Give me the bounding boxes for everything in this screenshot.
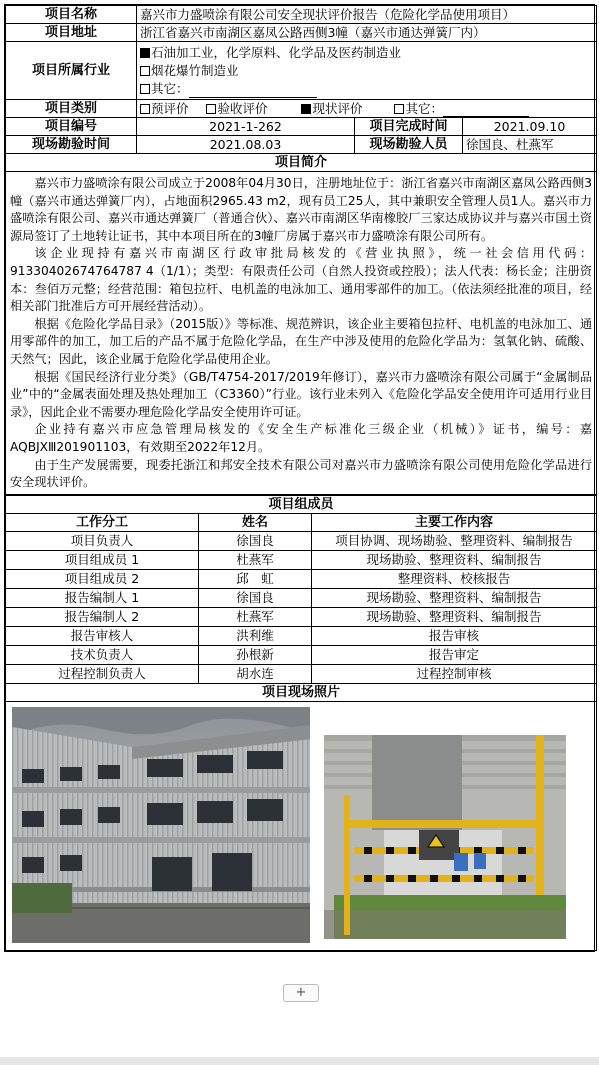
project-industry-options [137, 42, 597, 100]
report-form [4, 4, 595, 952]
project-type-options [137, 100, 597, 118]
checkbox-empty-icon [140, 104, 150, 114]
checkbox-empty-icon [140, 66, 150, 76]
intro-paragraph: 企业持有嘉兴市应急管理局核发的《安全生产标准化三级企业（机械）》证书，编号：嘉AQBJXⅢ201901103，有效期至2022年12月。 [10, 422, 593, 454]
checkbox-checked-icon [140, 48, 150, 58]
team-name-cell: 洪利维 [199, 626, 312, 645]
team-role-cell: 报告编制人 2 [6, 607, 199, 626]
team-work-cell: 项目协调、现场勘验、整理资料、编制报告 [312, 531, 597, 550]
bottom-scroll-bar [0, 1057, 599, 1065]
project-number-value: 2021-1-262 [137, 118, 355, 136]
team-work-cell: 现场勘验、整理资料、编制报告 [312, 607, 597, 626]
checkbox-empty-icon [140, 84, 150, 94]
photos-cell [6, 701, 597, 950]
team-header-name: 姓名 [199, 513, 312, 531]
team-row [6, 607, 597, 626]
team-row [6, 531, 597, 550]
team-row [6, 626, 597, 645]
project-name-value: 嘉兴市力盛喷涂有限公司安全现状评价报告（危险化学品使用项目） [137, 6, 597, 24]
survey-people-label: 现场勘验人员 [355, 136, 463, 154]
team-row [6, 645, 597, 664]
factory-building-photo [12, 707, 310, 943]
other-blank-line [443, 116, 529, 117]
team-name-cell: 杜燕军 [199, 550, 312, 569]
team-role-cell: 技术负责人 [6, 645, 199, 664]
type-option-pre[interactable]: 预评价 [140, 101, 189, 116]
industry-option-3[interactable]: 其它： [140, 80, 593, 98]
project-info-table [5, 5, 597, 495]
photos-area [6, 702, 596, 950]
expand-button[interactable]: + [283, 984, 319, 1002]
type-option-acceptance[interactable]: 验收评价 [206, 101, 267, 116]
team-name-cell: 徐国良 [199, 531, 312, 550]
team-header-work: 主要工作内容 [312, 513, 597, 531]
complete-time-label: 项目完成时间 [355, 118, 463, 136]
team-work-cell: 报告审定 [312, 645, 597, 664]
complete-time-value: 2021.09.10 [463, 118, 597, 136]
checkbox-empty-icon [206, 104, 216, 114]
team-role-cell: 报告编制人 1 [6, 588, 199, 607]
type-option-current[interactable]: 现状评价 [301, 101, 362, 116]
checkbox-checked-icon [301, 104, 311, 114]
other-blank-line [189, 97, 317, 98]
team-work-cell: 报告审核 [312, 626, 597, 645]
project-industry-label: 项目所属行业 [6, 42, 137, 100]
team-role-cell: 报告审核人 [6, 626, 199, 645]
team-row [6, 569, 597, 588]
type-option-other[interactable]: 其它： [394, 101, 529, 116]
photos-heading: 项目现场照片 [6, 683, 597, 701]
team-work-cell: 过程控制审核 [312, 664, 597, 683]
team-rows [6, 531, 597, 683]
intro-paragraph: 根据《危险化学品目录》（2015版）》等标准、规范辨识，该企业主要箱包拉杆、电机盖的电泳加工、通用零部件的加工，加工后的产品不属于危险化学品，在生产中涉及使用的危险化学品为：氢氧化钠、硫酸、天然气；因此，该企业属于危险化学品使用企业。 [10, 316, 593, 366]
survey-time-label: 现场勘验时间 [6, 136, 137, 154]
team-role-cell: 项目组成员 1 [6, 550, 199, 569]
team-row [6, 588, 597, 607]
team-work-cell: 现场勘验、整理资料、编制报告 [312, 550, 597, 569]
project-address-value: 浙江省嘉兴市南湖区嘉凤公路西侧3幢（嘉兴市通达弹簧厂内） [137, 24, 597, 42]
team-role-cell: 项目组成员 2 [6, 569, 199, 588]
intro-heading: 项目简介 [6, 154, 597, 172]
team-name-cell: 胡水连 [199, 664, 312, 683]
project-number-label: 项目编号 [6, 118, 137, 136]
intro-body [6, 172, 597, 495]
team-name-cell: 徐国良 [199, 588, 312, 607]
industry-option-1[interactable]: 石油加工业，化学原料、化学品及医药制造业 [140, 44, 593, 62]
team-header-role: 工作分工 [6, 513, 199, 531]
survey-people-value: 徐国良、杜燕军 [463, 136, 597, 154]
team-table [5, 495, 597, 951]
intro-paragraph: 该企业现持有嘉兴市南湖区行政审批局核发的《营业执照》，统一社会信用代码：91330402674764787 4（1/1）；类型：有限责任公司（自然人投资或控股）；法人代表：杨长金；注册资本：叁佰万元整；经营范围：箱包拉杆、电机盖的电泳加工、通用零部件的加工。（依法须经批准的项目，经相关部门批准后方可开展经营活动）。 [10, 246, 593, 314]
industry-option-2[interactable]: 烟花爆竹制造业 [140, 62, 593, 80]
intro-paragraph: 由于生产发展需要，现委托浙江和邦安全技术有限公司对嘉兴市力盛喷涂有限公司使用危险化学品进行安全现状评价。 [10, 457, 593, 490]
project-name-label: 项目名称 [6, 6, 137, 24]
team-work-cell: 现场勘验、整理资料、编制报告 [312, 588, 597, 607]
team-name-cell: 孙根新 [199, 645, 312, 664]
team-heading: 项目组成员 [6, 495, 597, 513]
gas-pipeline-photo [324, 735, 566, 939]
project-address-label: 项目地址 [6, 24, 137, 42]
team-name-cell: 杜燕军 [199, 607, 312, 626]
checkbox-empty-icon [394, 104, 404, 114]
team-role-cell: 项目负责人 [6, 531, 199, 550]
team-work-cell: 整理资料、校核报告 [312, 569, 597, 588]
project-type-label: 项目类别 [6, 100, 137, 118]
intro-paragraph: 根据《国民经济行业分类》（GB/T4754-2017/2019年修订），嘉兴市力盛喷涂有限公司属于“金属制品业”中的“金属表面处理及热处理加工（C3360）”行业。该行业未列入《危险化学品安全使用许可适用行业目录》，因此企业不需要办理危险化学品安全使用许可证。 [10, 369, 593, 419]
team-row [6, 664, 597, 683]
team-role-cell: 过程控制负责人 [6, 664, 199, 683]
survey-time-value: 2021.08.03 [137, 136, 355, 154]
team-name-cell: 邱 虹 [199, 569, 312, 588]
intro-paragraph: 嘉兴市力盛喷涂有限公司成立于2008年04月30日，注册地址位于：浙江省嘉兴市南湖区嘉凤公路西侧3幢（嘉兴市通达弹簧厂内），占地面积2965.43 m2，现有员工25人，其中兼职安全管理人员1人。嘉兴市力盛喷涂有限公司、嘉兴市通达弹簧厂（普通合伙）、嘉兴市南湖区华南橡胶厂三家达成协议并与嘉兴市国土资源局签订了土地转让证书，其中本项目所在的3幢厂房属于嘉兴市力盛喷涂有限公司所有。 [10, 176, 593, 243]
team-row [6, 550, 597, 569]
